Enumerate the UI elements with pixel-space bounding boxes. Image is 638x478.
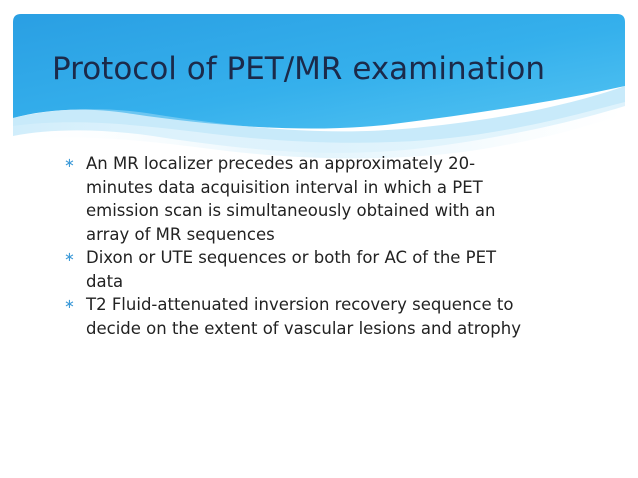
bullet-line: decide on the extent of vascular lesions and atrophy [86,318,521,338]
bullet-line: An MR localizer precedes an approximately 20- [86,154,476,173]
bullet-item [64,293,584,340]
asterisk-bullet-icon: ∗ [64,297,75,312]
bullet-line: Dixon or UTE sequences or both for AC of the PET [86,248,497,267]
slide-title: Protocol of PET/MR examination [52,51,546,87]
bullet-list [64,152,584,340]
bullet-item [64,152,584,246]
bullet-line: emission scan is simultaneously obtained with an [86,201,496,220]
bullet-line: array of MR sequences [86,224,275,244]
bullet-line: minutes data acquisition interval in which a PET [86,177,483,197]
bullet-line: data [86,271,124,291]
bullet-item [64,246,584,293]
bullet-line: T2 Fluid-attenuated inversion recovery sequence to [86,295,514,314]
asterisk-bullet-icon: ∗ [64,250,75,265]
asterisk-bullet-icon: ∗ [64,156,75,171]
